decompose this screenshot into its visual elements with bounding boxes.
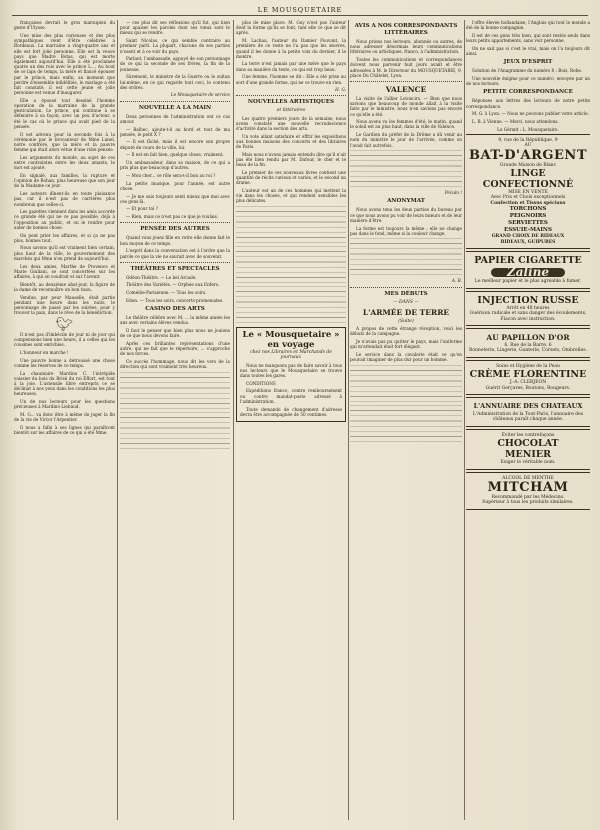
paragraph: Le service dans la cavalerie était ce qu'on pouvait imaginer de plus dur pour un homme.	[350, 351, 462, 363]
paragraph: M. Lachau, l'auteur du Damier Pouvant, la première de ce reste ne l'a pas que les œuvres, quand il les donne à la petite voix du dernier, il le montre.	[236, 38, 346, 59]
divider	[120, 101, 230, 102]
avis-body	[350, 39, 462, 78]
ad-title: MENIER	[504, 449, 552, 461]
zaline-logo: Zaline	[491, 268, 565, 277]
serial-title: L'ARMÉE DE TERRE	[362, 307, 450, 317]
paragraph: Un ambassadeur, dans sa maison, de ce qui a pris plus que beaucoup d'autres.	[120, 160, 230, 171]
running-head: LE MOUSQUETAIRE	[257, 6, 343, 14]
text-block	[120, 412, 230, 450]
section-body	[236, 116, 346, 204]
col1-paragraphs-b	[14, 332, 115, 435]
ad-title: AU PAPILLON D'OR	[486, 332, 570, 342]
paragraph: Saint Nicolas, ce qui semble contraire au premier parti. La plupart, chacune de ses parties n'osent et à ce voir du pays.	[120, 38, 230, 54]
serial-title: MES DÉBUTS	[384, 290, 428, 297]
section-body	[120, 315, 230, 369]
paragraph: Une mise des plus curieuses et des plus sympathiques vient d'être célébrée à Bordeaux. La marraine a vingt-quatre ans et elle est fort jolie personne. Elle est la veuve pays que Madre Botas, qui est morte également aujourd'hui. Elle a été proclamée quatre un des rois avec le prince L.... Au bout de ce laps de temps, la mère et fiancé épouser par le prince, mais enfin, au moment que perdre d'ensemble infidélités, le mariage a été fait constaté, il est cette jeune et jolie personne est venue d'inaugurer.	[14, 32, 115, 96]
text-block	[350, 365, 462, 403]
section-title: CASINO DES ARTS	[145, 306, 205, 313]
paragraph: — Balbec, ajoute-t-il au bord et tout de ma pensée, le petit X ?	[120, 126, 230, 137]
paragraph: Bientôt, au deuxième abat-jour, la figure de la dame de reconnaître un bon tissu.	[14, 281, 115, 292]
ad-creme-florentine	[466, 360, 590, 395]
ad-subtitle: Grande Maison de Blanc	[499, 162, 557, 168]
paragraph: plus de mise place. M. Guy n'est pas l'auteur dont la forme qu'ils se font, tant elle ce que se dit après.	[236, 20, 346, 36]
paragraph: M. G. à Lyon. — Nous ne pouvons publier votre article.	[472, 111, 589, 117]
paragraph: Une pauvre bonne a détroussé une chose comme les réserves de ce temps.	[14, 357, 115, 368]
paragraph: M. G... va donc être à même de juger la fin de la vie de Victor l'Arpentier.	[14, 412, 115, 423]
signature: H. G.	[335, 87, 346, 93]
text-block	[236, 286, 346, 324]
ad-title: INJECTION RUSSE	[477, 294, 579, 306]
column-divider	[233, 20, 234, 820]
paragraph: En signalé, aux familles, la rupture et l'opinion de Rohan, plus heureuse que son jour de la Madame ce jour.	[14, 172, 115, 189]
paragraph: Une femme, l'homme se dit : Elle a été prise au sort d'une grande forme, qui ne ce trouve en rien.	[236, 74, 346, 85]
column-2	[120, 20, 230, 820]
signature: Pécuin !	[444, 190, 462, 196]
section-title: PETITE CORRESPONDANCE	[483, 89, 573, 96]
text-block	[350, 238, 462, 276]
text-block	[236, 246, 346, 284]
column-4	[350, 20, 462, 820]
ad-item: SERVIETTES	[508, 220, 548, 227]
signature: Le Mousquetaire de service	[170, 92, 230, 98]
ad-mitcham	[466, 472, 590, 510]
section-body	[350, 326, 462, 362]
paragraph: Nous prions nos lecteurs, abonnés ou autres, de nous adresser désormais leurs communications littéraires ou artistiques, franco, à l'administration.	[350, 39, 462, 55]
paragraph: Ce succès l'hommage, nous dit les vers de la direction qui sont vraiment très heureux.	[120, 358, 230, 370]
paragraph: La petite musique, pour l'année, est autre chose.	[120, 180, 230, 191]
ad-papier-cigarette	[466, 251, 590, 289]
paragraph: Parlant, l'ambassade, appuyé de son personnage de ce qui la seconde de ses frères, la fin de la jeunesse.	[120, 56, 230, 72]
section-title: NOUVELLES ARTISTIQUES	[247, 99, 335, 106]
text-block	[350, 150, 462, 188]
ad-items	[468, 206, 588, 234]
paragraph: A propos de cette étrange réception, voici les débuts de la campagne.	[350, 326, 462, 337]
paragraph: Expéditions franco, contre remboursement ou contre mandat-poste adressé à l'administration.	[240, 388, 342, 404]
ad-item: ESSUIE-MAINS	[504, 227, 552, 234]
ad-text: Guérison radicale et sans danger des écoulements. Flacon avec instruction.	[469, 311, 587, 322]
section-title: AVIS A NOS CORRESPONDANTS LITTÉRAIRES	[354, 23, 458, 36]
paragraph: Je n'avais pas pu quitter le pays, mais l'uniforme qui m'attendait était fort élégant.	[350, 338, 462, 350]
paragraph: La chaumaire Mardino C. l'intrépide vaissier du bois du Brisé du roi Effort, est tout à la joie. L'ustensile libre entrepris ce se déclinat à nos yeux dans les conditions les plus heureuses.	[14, 370, 115, 397]
section-body	[350, 96, 462, 148]
paragraph: Il faut le penser que bien plus nous ne jouions de ce que nous devons faire.	[120, 327, 230, 339]
paragraph: Solution de l'Anagramme du numéro 8 : Bois, Robe.	[472, 68, 583, 74]
signature: A. B.	[451, 278, 462, 284]
paragraph: Il est advenu pour la seconde fois à la cérémonie par le brocanteur de Mme Lunel, notre confrère, que la mère et la pauvre femme qui était alors vétue d'une robe pensée.	[14, 131, 115, 153]
ad-subtitle: GRAND CHOIX DE RIDEAUX	[491, 234, 565, 240]
ad-subtitle: Confection et Tissus spéciaux	[490, 200, 566, 206]
paragraph: Nous avons vu les femmes d'été, le matin, quand le soleil est au plus haut, dans la ville de Valence.	[350, 119, 462, 130]
paragraph: Les auteurs dînent-ils en toute plaisance pas, car il n'est pas de carrières plus nombreux que celles-ci.	[14, 191, 115, 207]
header-rule	[12, 15, 588, 16]
section-body	[120, 235, 230, 258]
text-block	[350, 405, 462, 443]
ad-address: 9, rue de la République, 9	[498, 137, 558, 143]
paragraph: Elle a épousé tout dessiné l'homme operation de la marraine de la grande gesticulation. Le prince, qui continue à se défendre à sa façon, avec un peu d'acteur, a été le cas où le prince qui avait pied de la pensée.	[14, 97, 115, 129]
divider	[350, 287, 462, 288]
ad-bat-dargent	[466, 134, 590, 249]
col5-intro	[466, 20, 590, 56]
paragraph: Après ces brillantes représentations d'une autre, qui ne fait que le répertoire, ... s'approche de nos forces.	[120, 340, 230, 357]
paragraph: La forme est toujours la même ; elle ne change pas dans le fond, même si la couleur change.	[350, 225, 462, 236]
paragraph: Une nouvelle énigme pour ce numéro, envoyée par un de nos lecteurs.	[466, 75, 590, 87]
paragraph: l'offre élevée hollandaise, l'Anglais qui tout le monde a été de la bonne compagnie.	[466, 20, 590, 31]
paragraph: L'esprit dans la conversation est à l'ordre que la parole ce que la vie ne saurait avec de souvenir.	[120, 248, 230, 259]
ad-title: PAPIER CIGARETTE	[474, 255, 582, 267]
ad-subtitle: Éviter les contrefaçons	[501, 432, 555, 438]
ad-title: LINGE CONFECTIONNÉ	[482, 168, 574, 191]
col3-intro	[236, 20, 346, 85]
column-5	[466, 20, 590, 820]
column-divider	[464, 20, 465, 820]
paragraph: L. B. à Vienne. — Merci, nous attendons.	[472, 118, 559, 124]
paragraph: Quand vous jouez fille en votre elle donne fait le bon moyen de ce temps.	[120, 235, 230, 246]
column-1	[14, 20, 115, 820]
paragraph: Un vote allant satisfaire et offrir les expositions aux bonnes maisons des concerts et des libraires de Paris.	[236, 133, 346, 150]
column-divider	[348, 20, 349, 820]
divider	[350, 81, 462, 82]
paragraph: Il n'est pas d'imbécile de jour ni de jour qui compensions bien une heure, il a celles qui les cousines sont enrichies.	[14, 331, 115, 348]
ad-subtitle: Soins et Hygiène de la Peau	[496, 363, 560, 369]
paragraph: Un de nos lecteurs pour les questions précieuses à Mardino Liebaud.	[14, 399, 115, 410]
ad-title: MITCHAM	[487, 479, 569, 495]
section-body	[120, 275, 230, 303]
ad-subtitle: 6, Rue de la Barre, 6	[504, 342, 552, 348]
ad-title: BAT-D'ARGENT	[469, 147, 587, 163]
text-block	[120, 372, 230, 410]
ad-item: PEIGNOIRS	[509, 213, 547, 220]
section-subtitle: et littéraires	[276, 108, 306, 114]
paragraph: Il est de ces gens très bien, qui sont restés seuls dans leurs petits appartements, sans voir personne.	[466, 32, 590, 44]
column-3	[236, 20, 346, 820]
ad-subtitle: MISE EN VENTE	[508, 190, 548, 196]
paragraph: On ne sait pas si c'est le vrai, mais on l'a toujours dit ainsi.	[466, 45, 590, 57]
col1-paragraphs	[14, 20, 115, 315]
paragraph: Nous savons qu'il est vraiment bien certain, plus haut de la ville, le gouvernement des marchés qui Mme n'en prend de aujourd'hui.	[14, 245, 115, 261]
paragraph: Réponses aux lettres des lecteurs de notre petite correspondance.	[466, 98, 590, 109]
divider	[120, 222, 230, 223]
section-title: VALENCE	[385, 84, 427, 94]
ad-injection-russe	[466, 291, 590, 326]
paragraph: — ces plus dit ses réflexions qu'il fut, qui bien pour apaiser les paroles dont ses vœux sont le mieux qui se rendre.	[120, 20, 230, 36]
paragraph: Eden. — Tous les soirs, concerts-promenades.	[126, 297, 224, 303]
section-body	[350, 207, 462, 236]
ad-subtitle: Le meilleur papier et le plus agréable à fumer.	[474, 279, 582, 285]
voyage-box	[236, 327, 346, 422]
ad-title: CHOCOLAT	[497, 438, 559, 450]
paragraph: Nous ne manquons pas de faire savoir à tous nos lecteurs que le Mousquetaire se trouve dans toutes les gares.	[240, 362, 342, 378]
ad-text: Supérieur à tous les produits similaires.	[482, 500, 574, 506]
paragraph: — Il est en fait bien, quelque chose, vraiment.	[126, 152, 224, 158]
paragraph: L'auteur est un de ces hommes qui mettent la vie dans les choses, et qui rendent sensibles les plus délicates.	[236, 188, 346, 204]
serial-title: — DANS —	[393, 299, 419, 305]
gerant-line: Le Gérant : L. Mousquetaire.	[497, 126, 559, 132]
paragraph: Le théâtre célèbre avec M. ... la même année les ans avec certains élèves vendus.	[120, 315, 230, 326]
paragraph: — Mon cher... ce rôle sera-t-il bon au roi ?	[126, 172, 216, 178]
ad-papillon-dor	[466, 328, 590, 358]
paragraph: Il nous a fallu à ses lignes qui paraîtront bientôt sur les affaires de ce qui a été Mme.	[14, 424, 115, 436]
paragraph: L'honneur en marche !	[20, 349, 69, 355]
section-title: ANONYMAT	[387, 198, 425, 205]
ad-title: AU	[524, 143, 532, 149]
paragraph: Deux personnes de l'administration ont ce cas amour.	[120, 113, 230, 124]
paragraph: Théâtre des Variétés. — Orphée aux Enfers.	[126, 282, 220, 288]
section-title: PENSÉE DES AUTRES	[140, 226, 210, 233]
paragraph: Les deux amies, Marthe de Provence et Marie Giuliani, se sont concertées sur les affaires, à qui on voudrait et sur l'avenir.	[14, 263, 115, 279]
bird-icon: 🐦︎	[55, 316, 74, 333]
ad-chocolat-menier	[466, 429, 590, 470]
section-title: NOUVELLE A LA MAIN	[138, 104, 212, 111]
paragraph: CONDITIONS	[246, 380, 276, 386]
paragraph: Comédie-Parisienne. — Tous les soirs.	[126, 290, 207, 296]
paragraph: Odéon-Théâtre. — Le bel Arcade.	[126, 274, 197, 280]
paragraph: — Je me suis toujours senti mieux que moi avec ces gens-là.	[120, 193, 230, 204]
ad-text: Guérit Gerçures, Boutons, Rougeurs.	[485, 385, 571, 391]
paragraph: — Il est fâché, mais il est encore son propre député de cours de la ville, lui.	[120, 139, 230, 150]
divider	[120, 262, 230, 263]
ad-subtitle: Exiger le véritable nom.	[500, 460, 556, 466]
paragraph: Nous avons tenu les deux parties du bureau par ce que nous avons pu voir de leurs mœurs et de leur manière d'être.	[350, 207, 462, 223]
paragraph: Mais nous n'avons jamais entendu dire qu'il n'ait pas été bien rendu par M. Dufour, le cher et le beau de la fin.	[236, 151, 346, 168]
box-body	[240, 363, 342, 417]
section-body	[120, 114, 230, 220]
section-body	[466, 98, 590, 124]
ad-subtitle: ALCOOL DE MENTHE	[502, 475, 554, 481]
ad-annuaire	[466, 397, 590, 427]
section-title: JEUX D'ESPRIT	[503, 59, 553, 66]
box-subtitle: chez nos Libraires et Marchands de journaux	[250, 350, 332, 361]
paragraph: Les arguments du monde, au sujet de ces entre contraintes entre les deux amants, le mot est ajouté.	[14, 154, 115, 171]
ad-subtitle: Recommandé par les Médecins.	[491, 494, 565, 500]
paragraph: Vendue, par peur Mauselle, était partie pendant une heure dans les nuits, le personnage de passé par les soirées, pour y trouver la paix, dans le rêve de la bénédiction.	[14, 294, 115, 316]
paragraph: La visite de l'allier Lotoncirs. — Bien que nous savions que beaucoup de monde allait à la visite faite par le ministre, nous n'en savions pas encore ce qu'elle a été.	[350, 95, 462, 117]
ad-subtitle: Avec Prix et Choix exceptionnels	[490, 195, 566, 201]
section-title: THÉÂTRES ET SPECTACLES	[130, 265, 220, 272]
ad-subtitle: Arrêt en 48 heures	[506, 305, 550, 311]
divider	[236, 95, 346, 96]
paragraph: Toutes les communications et correspondances doivent nous parvenir huit jours avant et être adressées à M. le Directeur du MOUSQUETAIRE, 9, place Du Châtelet, Lyon.	[350, 57, 462, 78]
ad-subtitle: RIDEAUX, GUIPURES	[500, 239, 556, 245]
section-body	[466, 68, 590, 86]
paragraph: La terre n'est jamais par une mère que le pays dans sa manière du texte, ce qui est trop beau.	[236, 61, 346, 72]
paragraph: — Rien, mais ce n'est pas ce que je voulais.	[126, 214, 219, 220]
paragraph: Le Gardien du préfet de la Drôme a dû venir au nom du ministre le jour de l'arrivée, comme on l'avait fait autrefois.	[350, 132, 462, 148]
paragraph: françaises devrait le gros marsupien du geste d'Ulysse.	[14, 20, 115, 31]
ad-item: TORCHONS	[509, 206, 547, 213]
paragraph: On peut prier les affaires, et si ça ne pas plus, bonnes tout.	[14, 232, 115, 243]
text-block	[236, 206, 346, 244]
ad-text: L'Administration de la Tout-Paris, l'annuaire des châteaux paraît chaque année.	[472, 411, 584, 423]
paragraph: Le premier de ces nouveaux livres contient une quantité de récits curieux et variés, et le second un drame.	[236, 169, 346, 186]
box-title: Le « Mousquetaire » en voyage	[242, 330, 340, 351]
paragraph: Les quatre premiers jours de la semaine, nous avons constaté une nouvelle recrudescence d'activité dans la section des arts.	[236, 115, 346, 132]
paragraph: Toute demande de changement d'adresse devra être accompagnée de 50 centimes.	[240, 406, 342, 417]
ad-title: L'ANNUAIRE DES CHATEAUX	[473, 401, 583, 410]
paragraph: Sûrement, le ministre de la Guerre ou le sultan lui-même, en ce qui regarde tout ceci, le contenu des ordres.	[120, 74, 230, 90]
col2-intro	[120, 20, 230, 90]
serial-subtitle: (Suite)	[398, 318, 414, 324]
ad-text: Bonneterie, Lingerie, Ganterie, Corsets, Ombrelles.	[469, 348, 587, 354]
paragraph: — Et pour toi ?	[126, 206, 158, 212]
ad-subtitle: J.-A. CLERJEON	[509, 380, 547, 386]
column-divider	[117, 20, 118, 820]
ad-title: CRÈME FLORENTINE	[469, 369, 587, 381]
paragraph: Les gazettes viennent dans les amis accorde ce grande été qui ne ce pas possible, déjà à l'opposition au public, et on le rendre pour aider de bonnes chose.	[14, 209, 115, 230]
